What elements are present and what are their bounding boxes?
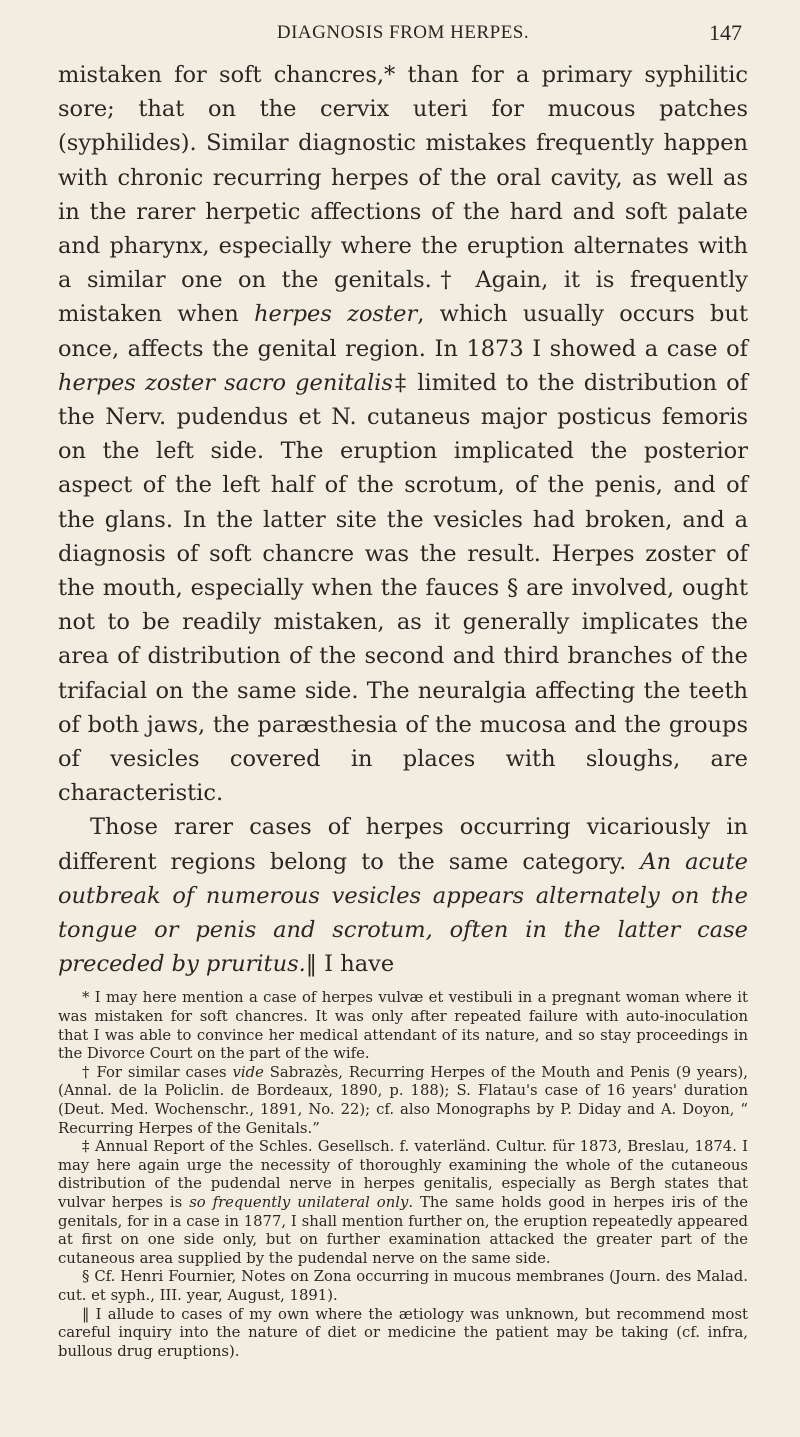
main-text (58, 58, 748, 981)
text-run: ‡ Annual Report of the Schles. Gesellsch. f. vaterländ. Cultur. für 1873, Breslau, 1874. I may here again urge the necessity of thoroughly examining the whole of the cutaneous distribution of the pudendal nerve in herpes genitalis, especially as Bergh states that vulvar herpes is (58, 1138, 748, 1212)
text-run: , which usually occurs but once, affects the genital region. In 1873 I showed a case of (58, 301, 748, 362)
text-run: mistaken for soft chancres,* than for a primary syphilitic sore; that on the cervix uteri for mucous patches (syphilides). Similar diagnostic mistakes frequently happen with chronic recurring herpes of the oral cavity, as well as in the rarer herpetic affections of the hard and soft palate and pharynx, especially where the eruption alternates with a similar one on the genitals.† Again, it is frequently mistaken when (58, 62, 748, 328)
running-title: DIAGNOSIS FROM HERPES. (276, 22, 530, 43)
text-run: Those rarer cases of herpes occurring vicariously in different regions belong to the same category. (58, 814, 748, 875)
footnote-section: § Cf. Henri Fournier, Notes on Zona occurring in mucous membranes (Journ. des Malad. cut. et syph., III. year, August, 1891). (58, 1268, 748, 1304)
footnote-asterisk: * I may here mention a case of herpes vulvæ et vestibuli in a pregnant woman where it was mistaken for soft chancres. It was only after repeated failure with auto-inoculation that I was able to convince her medical attendant of its nature, and so stay proceedings in the Divorce Court on the part of the wife. (58, 989, 748, 1063)
footnote-dagger (58, 1064, 748, 1138)
page-number: 147 (709, 20, 742, 45)
text-run: . The same holds good in herpes iris of the genitals, for in a case in 1877, I shall mention further on, the eruption repeatedly appeared at first on one side only, but on further examination attacked the greater part of the cutaneous area supplied by the pudendal nerve on the same side. (58, 1194, 749, 1267)
italic-term: vide (232, 1063, 264, 1081)
text-run: † For similar cases (82, 1063, 233, 1081)
footnote-parallel: ‖ I allude to cases of my own where the ætiology was unknown, but recommend most careful inquiry into the nature of diet or medicine the patient may be taking (cf. infra, bullous drug eruptions). (58, 1305, 748, 1360)
page-header (58, 14, 748, 58)
body-paragraph-1 (58, 58, 748, 810)
footnotes (58, 989, 748, 1361)
text-run: ‡ limited to the distribution of the Nerv. pudendus et N. cutaneus major posticus femoris on the left side. The eruption implicated the posterior aspect of the left half of the scrotum, of the penis, and of the glans. In the latter site the vesicles had broken, and a diagnosis of soft chancre was the result. Herpes zoster of the mouth, especially when the fauces § are involved, ought not to be readily mistaken, as it generally implicates the area of distribution of the second and third branches of the trifacial on the same side. The neuralgia affecting the teeth of both jaws, the paræsthesia of the mucosa and the groups of vesicles covered in places with sloughs, are characteristic. (58, 369, 749, 807)
italic-term: so frequently unilateral only (189, 1194, 409, 1212)
text-run: Sabrazès, Recurring Herpes of the Mouth and Penis (9 years), (Annal. de la Policlin. de Bordeaux, 1890, p. 188); S. Flatau's case of 16 years' duration (Deut. Med. Wochenschr., 1891, No. 22); cf. also Monographs by P. Diday and A. Doyon, “ Recurring Herpes of the Genitals.” (58, 1063, 749, 1137)
italic-term: herpes zoster sacro genitalis (58, 369, 393, 396)
body-paragraph-2 (58, 810, 748, 981)
text-run: ‖ I have (305, 951, 395, 978)
italic-term: herpes zoster (254, 301, 418, 328)
footnote-double-dagger (58, 1138, 748, 1268)
italic-passage: An acute outbreak of numerous vesicles appears alternately on the tongue or penis and scrotum, often in the latter case preceded by pruritus. (58, 848, 748, 978)
